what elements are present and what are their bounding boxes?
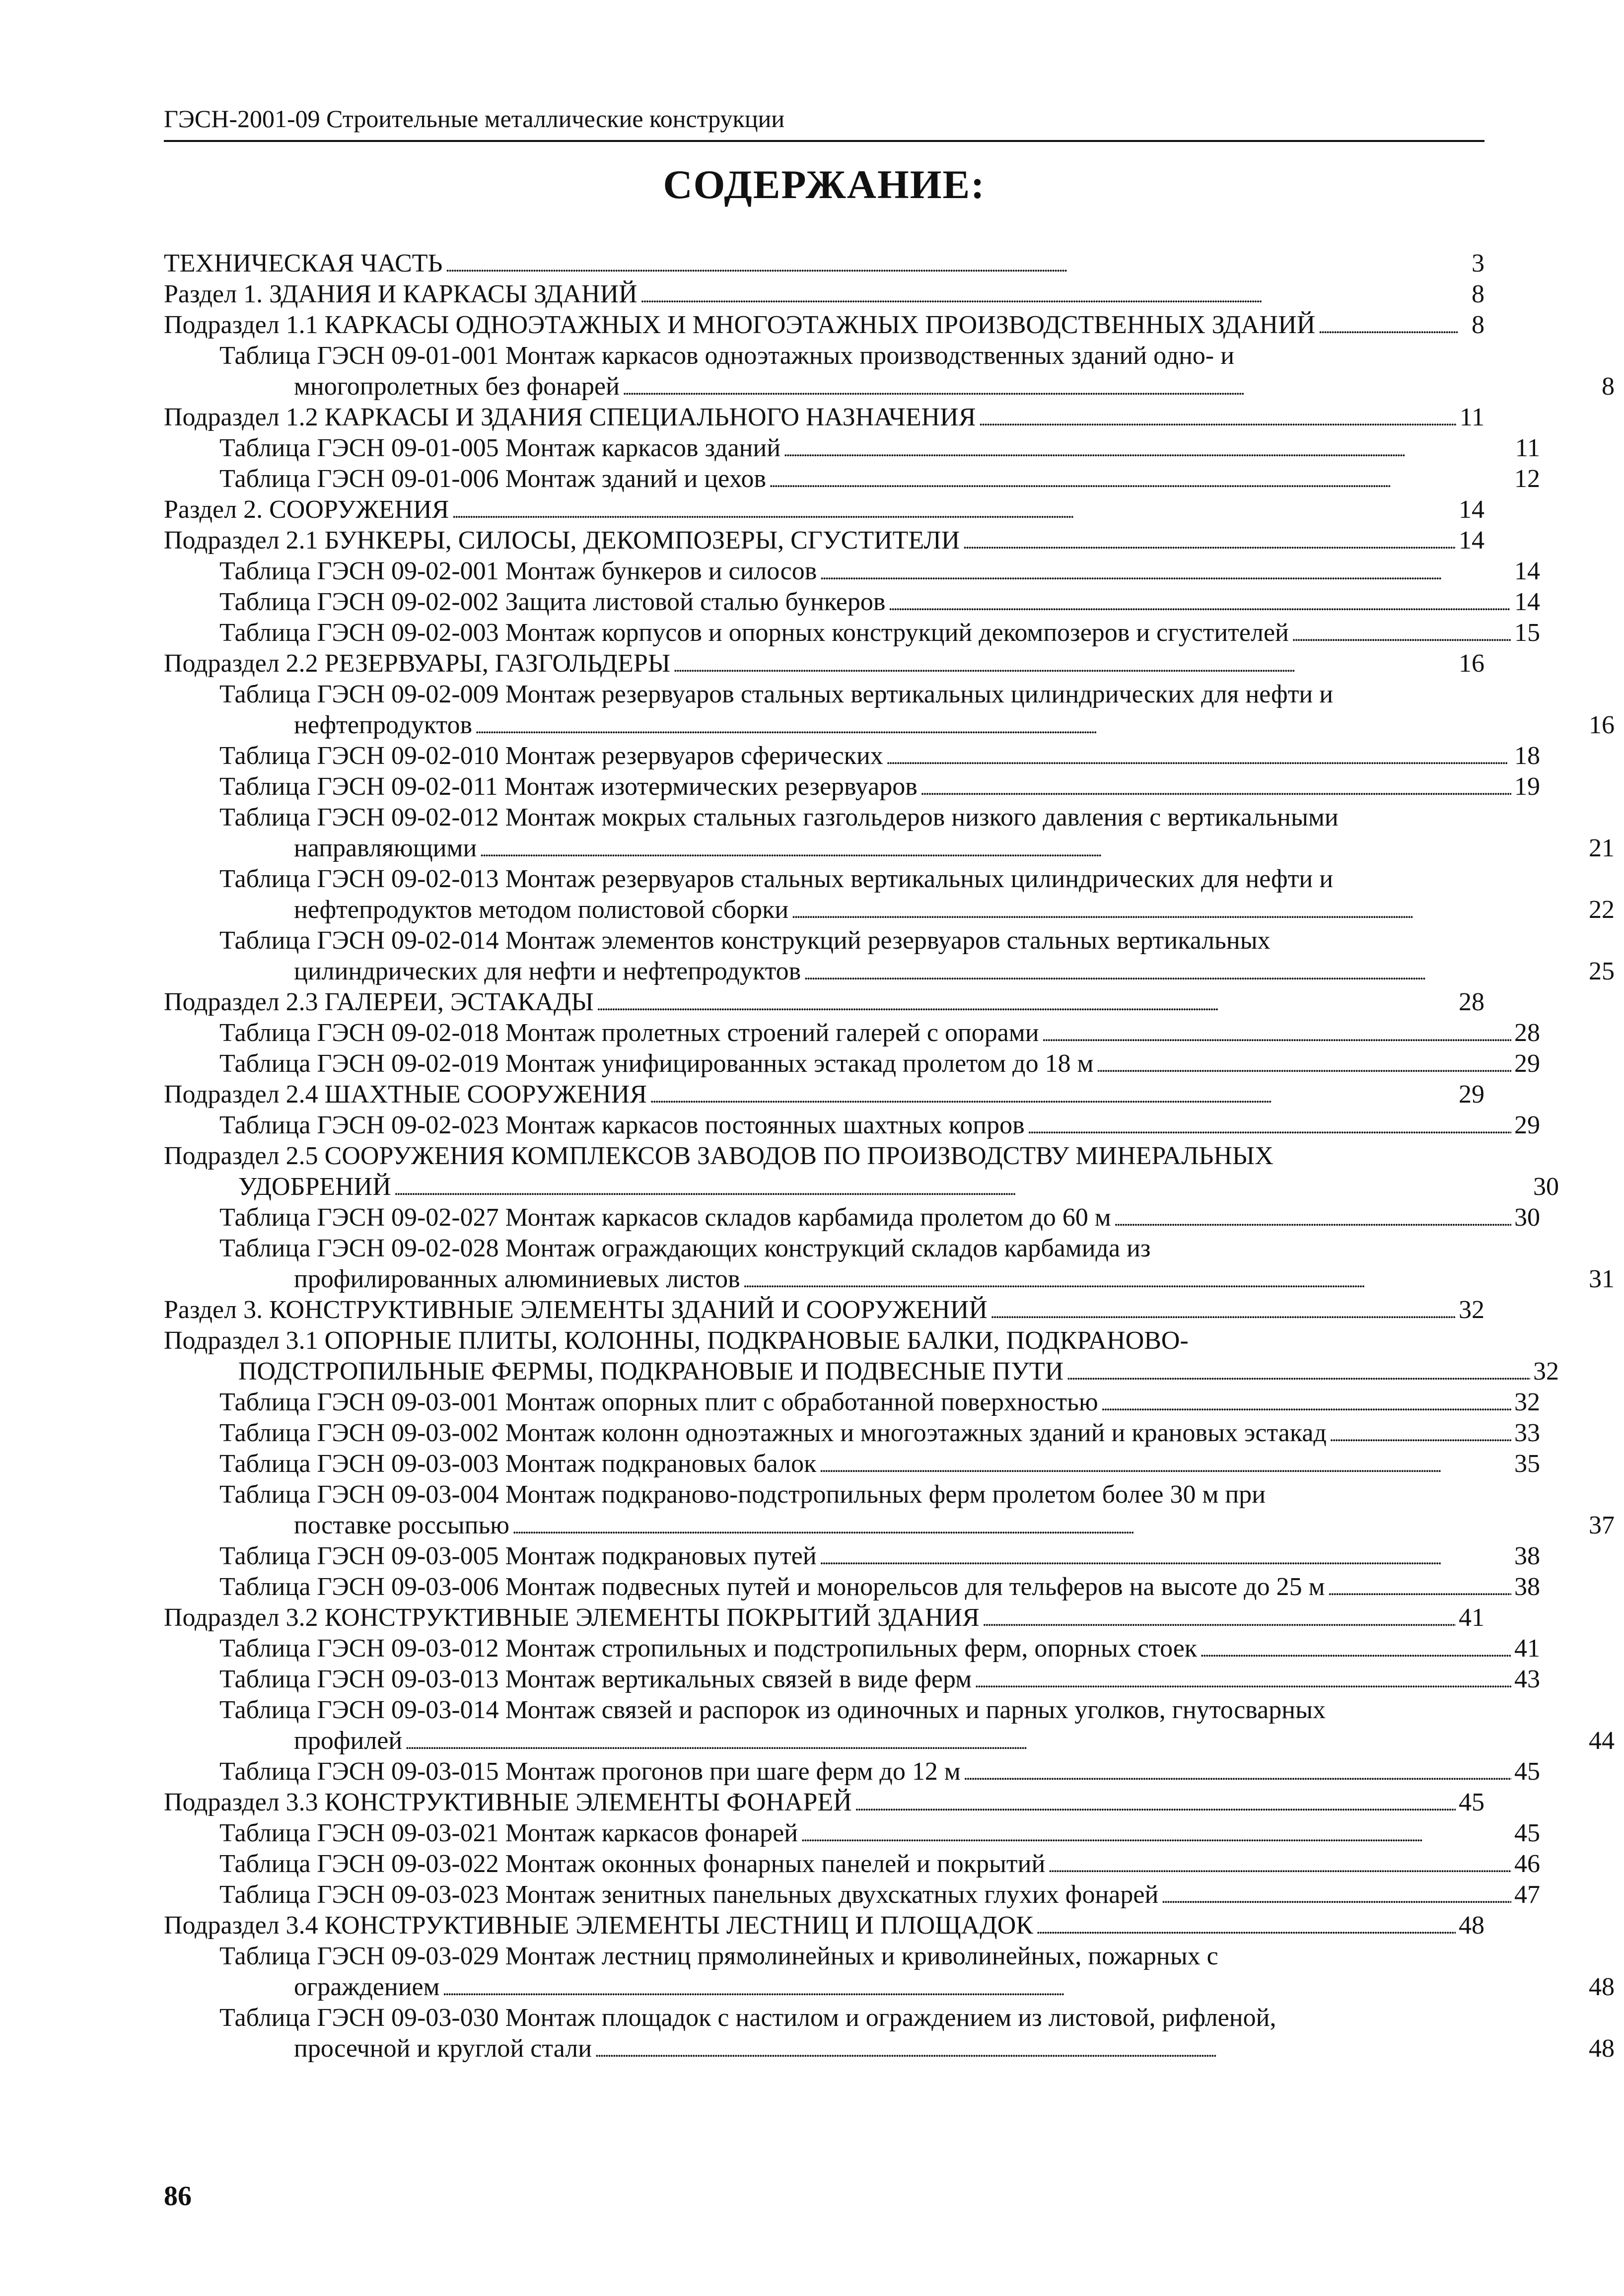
toc-entry-text: Таблица ГЭСН 09-03-001 Монтаж опорных плит с обработанной поверхностью <box>219 1388 1098 1416</box>
toc-page-number: 38 <box>1514 1542 1540 1570</box>
toc-page-number: 44 <box>1589 1727 1615 1755</box>
toc-leader-row <box>164 310 1484 341</box>
toc-page-number: 15 <box>1514 619 1540 647</box>
dot-leader <box>975 1664 1511 1698</box>
toc-entry <box>164 987 1484 1018</box>
toc-leader-row <box>219 1387 1540 1418</box>
toc-page-number: 32 <box>1533 1357 1559 1386</box>
toc-page-number: 33 <box>1514 1419 1540 1447</box>
dot-leader <box>1318 310 1458 344</box>
toc-entry-text: Таблица ГЭСН 09-02-028 Монтаж ограждающих конструкций складов карбамида из <box>219 1234 1151 1262</box>
toc-entry-text: Таблица ГЭСН 09-02-013 Монтаж резервуаров стальных вертикальных цилиндрических для нефти и <box>219 865 1334 893</box>
toc-entry-text: Подраздел 3.3 КОНСТРУКТИВНЫЕ ЭЛЕМЕНТЫ ФОНАРЕЙ <box>164 1788 852 1816</box>
toc-entry-text: Таблица ГЭСН 09-03-023 Монтаж зенитных панельных двухскатных глухих фонарей <box>219 1880 1159 1909</box>
toc-leader-row <box>294 1510 1615 1541</box>
toc-page-number: 35 <box>1514 1450 1540 1478</box>
toc-entry-text: ПОДСТРОПИЛЬНЫЕ ФЕРМЫ, ПОДКРАНОВЫЕ И ПОДВЕСНЫЕ ПУТИ <box>238 1357 1064 1386</box>
toc-leader-row <box>219 618 1540 648</box>
dot-leader <box>597 987 1456 1021</box>
toc-entry <box>164 341 1615 402</box>
toc-page-number: 37 <box>1589 1511 1615 1539</box>
toc-leader-row <box>294 1972 1615 2003</box>
toc-entry-text: Таблица ГЭСН 09-02-003 Монтаж корпусов и опорных конструкций декомпозеров и сгустителей <box>219 619 1289 647</box>
toc-entry <box>164 1756 1540 1787</box>
dot-leader <box>452 494 1456 528</box>
dot-leader <box>1101 1387 1511 1421</box>
toc-entry-text: просечной и круглой стали <box>294 2034 592 2063</box>
toc-entry <box>164 1048 1540 1079</box>
toc-entry <box>164 864 1615 925</box>
toc-leader-row <box>294 1726 1615 1756</box>
toc-entry-text: Таблица ГЭСН 09-02-018 Монтаж пролетных строений галерей с опорами <box>219 1019 1039 1047</box>
toc-entry <box>164 1018 1540 1048</box>
toc-entry-text: Таблица ГЭСН 09-03-004 Монтаж подкраново-подстропильных ферм пролетом более 30 м при <box>219 1480 1266 1509</box>
dot-leader <box>512 1510 1586 1544</box>
toc-entry <box>164 802 1615 864</box>
dot-leader <box>791 895 1586 928</box>
toc-entry-text: Подраздел 2.5 СООРУЖЕНИЯ КОМПЛЕКСОВ ЗАВОДОВ ПО ПРОИЗВОДСТВУ МИНЕРАЛЬНЫХ <box>164 1142 1273 1170</box>
dot-leader <box>804 956 1586 990</box>
toc-entry-text: Таблица ГЭСН 09-01-005 Монтаж каркасов зданий <box>219 434 781 462</box>
toc-page-number: 31 <box>1589 1265 1615 1293</box>
toc-entry <box>164 494 1484 525</box>
dot-leader <box>1042 1018 1511 1051</box>
toc-entry-text: Таблица ГЭСН 09-01-001 Монтаж каркасов одноэтажных производственных зданий одно- и <box>219 342 1235 370</box>
toc-entry-text: Подраздел 2.3 ГАЛЕРЕИ, ЭСТАКАДЫ <box>164 988 594 1016</box>
toc-page-number: 29 <box>1459 1080 1484 1109</box>
dot-leader <box>640 279 1458 313</box>
toc-entry <box>164 1295 1484 1325</box>
toc-page-number: 8 <box>1602 372 1615 401</box>
toc-entry <box>164 618 1540 648</box>
toc-leader-row <box>294 2033 1615 2064</box>
toc-page-number: 25 <box>1589 957 1615 985</box>
dot-leader <box>1028 1110 1511 1144</box>
toc-entry-text: Таблица ГЭСН 09-03-006 Монтаж подвесных путей и монорельсов для тельферов на высоте до 25 м <box>219 1573 1325 1601</box>
toc-leader-row <box>164 494 1484 525</box>
toc-entry <box>164 741 1540 771</box>
toc-leader-row <box>219 1541 1540 1572</box>
toc-entry-text: Подраздел 3.2 КОНСТРУКТИВНЫЕ ЭЛЕМЕНТЫ ПОКРЫТИЙ ЗДАНИЯ <box>164 1603 980 1632</box>
toc-entry <box>164 1849 1540 1879</box>
toc-page-number: 14 <box>1459 495 1484 524</box>
toc-leader-row <box>294 1264 1615 1295</box>
toc-page-number: 29 <box>1514 1049 1540 1078</box>
toc-entry <box>164 1633 1540 1664</box>
toc-page-number: 41 <box>1459 1603 1484 1632</box>
dot-leader <box>783 433 1512 467</box>
dot-leader <box>886 741 1511 774</box>
toc-leader-row <box>164 279 1484 310</box>
toc-entry-text: нефтепродуктов <box>294 711 472 739</box>
toc-page-number: 46 <box>1514 1850 1540 1878</box>
toc-page-number: 12 <box>1514 465 1540 493</box>
toc-entry <box>164 1110 1540 1141</box>
toc-page-number: 11 <box>1459 403 1484 431</box>
toc-entry-text: Таблица ГЭСН 09-03-005 Монтаж подкрановых путей <box>219 1542 817 1570</box>
toc-leader-row <box>164 1079 1484 1110</box>
toc-entry-text: Подраздел 2.4 ШАХТНЫЕ СООРУЖЕНИЯ <box>164 1080 647 1109</box>
toc-entry-text: многопролетных без фонарей <box>294 372 620 401</box>
toc-page-number: 30 <box>1533 1173 1559 1201</box>
toc-entry-text: Таблица ГЭСН 09-01-006 Монтаж зданий и цехов <box>219 465 767 493</box>
dot-leader <box>1292 618 1511 651</box>
dot-leader <box>888 587 1511 621</box>
toc-page-number: 8 <box>1472 311 1484 339</box>
toc-page-number: 48 <box>1459 1911 1484 1940</box>
dot-leader <box>443 1972 1586 2006</box>
toc-entry-text: Таблица ГЭСН 09-02-027 Монтаж каркасов складов карбамида пролетом до 60 м <box>219 1203 1111 1232</box>
toc-entry-text: Таблица ГЭСН 09-02-012 Монтаж мокрых стальных газгольдеров низкого давления с вертикальными <box>219 803 1339 832</box>
toc-entry-text: Таблица ГЭСН 09-03-021 Монтаж каркасов фонарей <box>219 1819 798 1847</box>
toc-entry-text: профилированных алюминиевых листов <box>294 1265 740 1293</box>
toc-leader-row <box>164 1787 1484 1818</box>
toc-entry-text: Таблица ГЭСН 09-03-029 Монтаж лестниц прямолинейных и криволинейных, пожарных с <box>219 1942 1218 1970</box>
page-title: СОДЕРЖАНИЕ: <box>663 162 986 207</box>
toc-entry <box>164 1079 1484 1110</box>
toc-entry <box>164 279 1484 310</box>
toc-page-number: 41 <box>1514 1634 1540 1663</box>
running-header: ГЭСН-2001-09 Строительные металлические конструкции <box>164 105 785 133</box>
toc-page-number: 38 <box>1514 1573 1540 1601</box>
toc-entry-text: Таблица ГЭСН 09-03-022 Монтаж оконных фонарных панелей и покрытий <box>219 1850 1046 1878</box>
table-of-contents <box>164 248 1615 2064</box>
dot-leader <box>769 464 1511 497</box>
toc-leader-row <box>219 1048 1540 1079</box>
toc-leader-row <box>238 1356 1559 1387</box>
toc-entry-text: ТЕХНИЧЕСКАЯ ЧАСТЬ <box>164 249 443 278</box>
toc-entry-text: Подраздел 3.4 КОНСТРУКТИВНЫЕ ЭЛЕМЕНТЫ ЛЕСТНИЦ И ПЛОЩАДОК <box>164 1911 1033 1940</box>
toc-page-number: 28 <box>1459 988 1484 1016</box>
toc-leader-row <box>219 1879 1540 1910</box>
toc-entry-text: нефтепродуктов методом полистовой сборки <box>294 896 789 924</box>
toc-entry <box>164 1879 1540 1910</box>
toc-leader-row <box>294 895 1615 925</box>
dot-leader <box>1066 1356 1530 1390</box>
toc-entry-text: профилей <box>294 1727 403 1755</box>
toc-leader-row <box>164 248 1484 279</box>
toc-entry-text: УДОБРЕНИЙ <box>238 1173 391 1201</box>
toc-entry <box>164 1418 1540 1449</box>
toc-entry-text: Подраздел 3.1 ОПОРНЫЕ ПЛИТЫ, КОЛОННЫ, ПОДКРАНОВЫЕ БАЛКИ, ПОДКРАНОВО- <box>164 1326 1189 1355</box>
dot-leader <box>445 248 1458 282</box>
toc-entry <box>164 556 1540 587</box>
toc-page-number: 45 <box>1459 1788 1484 1816</box>
toc-page-number: 48 <box>1589 2034 1615 2063</box>
toc-leader-row <box>219 1664 1540 1695</box>
toc-leader-row <box>164 1910 1484 1941</box>
toc-entry <box>164 1479 1615 1541</box>
toc-page-number: 28 <box>1514 1019 1540 1047</box>
toc-leader-row <box>238 1172 1559 1202</box>
toc-entry <box>164 1941 1615 2003</box>
dot-leader <box>394 1172 1530 1205</box>
toc-page-number: 14 <box>1514 557 1540 585</box>
toc-page-number: 29 <box>1514 1111 1540 1139</box>
toc-page-number: 45 <box>1514 1819 1540 1847</box>
toc-entry <box>164 2003 1615 2064</box>
dot-leader <box>1036 1910 1456 1944</box>
toc-leader-row <box>164 1295 1484 1325</box>
toc-entry-text: Подраздел 1.2 КАРКАСЫ И ЗДАНИЯ СПЕЦИАЛЬНОГО НАЗНАЧЕНИЯ <box>164 403 976 431</box>
header-divider <box>164 140 1484 142</box>
toc-page-number: 18 <box>1514 742 1540 770</box>
toc-entry-text: Таблица ГЭСН 09-03-015 Монтаж прогонов при шаге ферм до 12 м <box>219 1757 961 1786</box>
toc-leader-row <box>164 1602 1484 1633</box>
dot-leader <box>595 2033 1586 2067</box>
toc-entry <box>164 679 1615 741</box>
toc-leader-row <box>164 987 1484 1018</box>
toc-leader-row <box>219 1202 1540 1233</box>
toc-entry-text: Таблица ГЭСН 09-02-019 Монтаж унифицированных эстакад пролетом до 18 м <box>219 1049 1094 1078</box>
toc-entry <box>164 402 1484 433</box>
toc-entry-text: Таблица ГЭСН 09-02-014 Монтаж элементов конструкций резервуаров стальных вертикальных <box>219 926 1271 955</box>
toc-leader-row <box>294 710 1615 741</box>
dot-leader <box>673 648 1456 682</box>
toc-page-number: 30 <box>1514 1203 1540 1232</box>
dot-leader <box>990 1295 1456 1328</box>
toc-entry-text: Таблица ГЭСН 09-03-014 Монтаж связей и распорок из одиночных и парных уголков, гнутосварных <box>219 1696 1326 1724</box>
toc-entry-text: Подраздел 2.1 БУНКЕРЫ, СИЛОСЫ, ДЕКОМПОЗЕРЫ, СГУСТИТЕЛИ <box>164 526 960 555</box>
toc-leader-row <box>219 1756 1540 1787</box>
toc-page-number: 22 <box>1589 896 1615 924</box>
toc-entry <box>164 1541 1540 1572</box>
toc-page-number: 32 <box>1514 1388 1540 1416</box>
toc-entry <box>164 1602 1484 1633</box>
toc-entry-text: Таблица ГЭСН 09-03-003 Монтаж подкрановых балок <box>219 1450 817 1478</box>
toc-entry <box>164 1572 1540 1602</box>
dot-leader <box>1161 1879 1511 1913</box>
toc-leader-row <box>219 771 1540 802</box>
dot-leader <box>1200 1633 1511 1667</box>
dot-leader <box>979 402 1457 436</box>
toc-page-number: 14 <box>1459 526 1484 555</box>
toc-entry <box>164 433 1540 464</box>
toc-page-number: 45 <box>1514 1757 1540 1786</box>
toc-leader-row <box>219 433 1540 464</box>
toc-page-number: 43 <box>1514 1665 1540 1693</box>
toc-leader-row <box>294 371 1615 402</box>
toc-entry <box>164 464 1540 494</box>
dot-leader <box>820 556 1511 590</box>
dot-leader <box>1114 1202 1511 1236</box>
toc-entry <box>164 1910 1484 1941</box>
toc-leader-row <box>164 648 1484 679</box>
toc-page-number: 32 <box>1459 1296 1484 1324</box>
toc-entry <box>164 1233 1615 1295</box>
toc-entry-text: цилиндрических для нефти и нефтепродуктов <box>294 957 801 985</box>
toc-entry-text: Таблица ГЭСН 09-02-001 Монтаж бункеров и силосов <box>219 557 817 585</box>
toc-entry <box>164 1818 1540 1849</box>
dot-leader <box>743 1264 1586 1298</box>
toc-entry-text: Таблица ГЭСН 09-02-011 Монтаж изотермических резервуаров <box>219 772 918 801</box>
toc-leader-row <box>219 1572 1540 1602</box>
toc-leader-row <box>219 1018 1540 1048</box>
toc-entry <box>164 248 1484 279</box>
dot-leader <box>1328 1572 1511 1605</box>
toc-leader-row <box>219 741 1540 771</box>
toc-page-number: 3 <box>1472 249 1484 278</box>
dot-leader <box>983 1602 1456 1636</box>
toc-entry <box>164 1141 1559 1202</box>
toc-entry-text: Таблица ГЭСН 09-02-009 Монтаж резервуаров стальных вертикальных цилиндрических для нефти и <box>219 680 1334 708</box>
toc-entry-text: Таблица ГЭСН 09-03-013 Монтаж вертикальных связей в виде ферм <box>219 1665 972 1693</box>
toc-page-number: 8 <box>1472 280 1484 308</box>
toc-entry-text: Подраздел 1.1 КАРКАСЫ ОДНОЭТАЖНЫХ И МНОГОЭТАЖНЫХ ПРОИЗВОДСТВЕННЫХ ЗДАНИЙ <box>164 311 1316 339</box>
toc-entry <box>164 1787 1484 1818</box>
dot-leader <box>1097 1048 1511 1082</box>
toc-page-number: 14 <box>1514 588 1540 616</box>
toc-page-number: 16 <box>1589 711 1615 739</box>
toc-entry-text: направляющими <box>294 834 477 862</box>
toc-entry <box>164 1325 1559 1387</box>
dot-leader <box>475 710 1586 744</box>
toc-leader-row <box>294 956 1615 987</box>
toc-entry-text: ограждением <box>294 1973 440 2001</box>
toc-entry <box>164 1695 1615 1756</box>
toc-page-number: 21 <box>1589 834 1615 862</box>
toc-leader-row <box>164 402 1484 433</box>
toc-entry <box>164 525 1484 556</box>
toc-entry-text: Таблица ГЭСН 09-02-023 Монтаж каркасов постоянных шахтных копров <box>219 1111 1025 1139</box>
toc-page-number: 47 <box>1514 1880 1540 1909</box>
toc-entry <box>164 648 1484 679</box>
toc-entry-text: Подраздел 2.2 РЕЗЕРВУАРЫ, ГАЗГОЛЬДЕРЫ <box>164 649 671 678</box>
dot-leader <box>480 833 1586 867</box>
toc-entry-text: Таблица ГЭСН 09-03-030 Монтаж площадок с настилом и ограждением из листовой, рифленой, <box>219 2004 1276 2032</box>
toc-page-number: 19 <box>1514 772 1540 801</box>
dot-leader <box>855 1787 1456 1821</box>
toc-entry-text: поставке россыпью <box>294 1511 510 1539</box>
toc-entry-text: Таблица ГЭСН 09-02-010 Монтаж резервуаров сферических <box>219 742 883 770</box>
toc-entry <box>164 587 1540 618</box>
toc-leader-row <box>219 464 1540 494</box>
dot-leader <box>819 1449 1511 1482</box>
dot-leader <box>1048 1849 1511 1882</box>
toc-leader-row <box>219 1818 1540 1849</box>
toc-entry <box>164 771 1540 802</box>
dot-leader <box>1330 1418 1511 1452</box>
dot-leader <box>820 1541 1511 1575</box>
dot-leader <box>920 771 1511 805</box>
toc-leader-row <box>219 1418 1540 1449</box>
dot-leader <box>623 371 1588 405</box>
toc-leader-row <box>294 833 1615 864</box>
dot-leader <box>405 1726 1586 1759</box>
dot-leader <box>963 525 1456 559</box>
toc-entry <box>164 925 1615 987</box>
toc-page-number: 16 <box>1459 649 1484 678</box>
toc-entry <box>164 1387 1540 1418</box>
toc-leader-row <box>219 1633 1540 1664</box>
toc-entry-text: Таблица ГЭСН 09-02-002 Защита листовой сталью бункеров <box>219 588 886 616</box>
toc-entry <box>164 1449 1540 1479</box>
toc-leader-row <box>219 1110 1540 1141</box>
toc-page-number: 11 <box>1515 434 1540 462</box>
toc-entry-text: Раздел 2. СООРУЖЕНИЯ <box>164 495 449 524</box>
page-number: 86 <box>164 2181 192 2212</box>
toc-leader-row <box>219 556 1540 587</box>
toc-leader-row <box>219 1849 1540 1879</box>
toc-entry-text: Таблица ГЭСН 09-03-002 Монтаж колонн одноэтажных и многоэтажных зданий и крановых эстакад <box>219 1419 1327 1447</box>
dot-leader <box>650 1079 1456 1113</box>
toc-leader-row <box>219 587 1540 618</box>
toc-leader-row <box>219 1449 1540 1479</box>
toc-entry <box>164 1664 1540 1695</box>
dot-leader <box>801 1818 1511 1852</box>
toc-entry-text: Таблица ГЭСН 09-03-012 Монтаж стропильных и подстропильных ферм, опорных стоек <box>219 1634 1198 1663</box>
toc-entry <box>164 1202 1540 1233</box>
toc-entry-text: Раздел 1. ЗДАНИЯ И КАРКАСЫ ЗДАНИЙ <box>164 280 637 308</box>
toc-leader-row <box>164 525 1484 556</box>
toc-entry-text: Раздел 3. КОНСТРУКТИВНЫЕ ЭЛЕМЕНТЫ ЗДАНИЙ И СООРУЖЕНИЙ <box>164 1296 988 1324</box>
dot-leader <box>964 1756 1511 1790</box>
toc-page-number: 48 <box>1589 1973 1615 2001</box>
toc-entry <box>164 310 1484 341</box>
